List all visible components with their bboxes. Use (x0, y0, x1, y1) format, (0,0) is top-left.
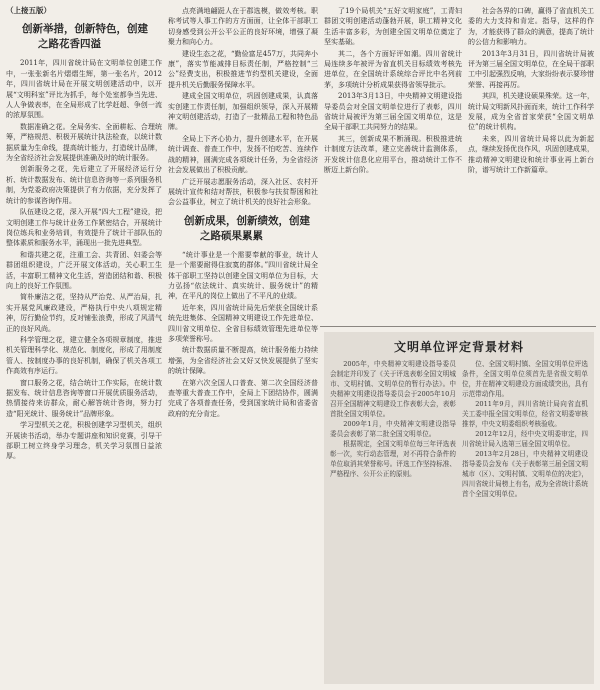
box-column-right (462, 359, 588, 499)
article-column-1 (6, 6, 162, 686)
paragraph: 建设生态之花，“勤俭富足457万，共同奔小康”，落实节能减排目标责任制，严格控制“三公”经费支出，积极推进节约型机关建设，全面提升机关后勤服务保障水平。 (168, 49, 318, 89)
box-paragraph: 位、全国文明村镇、全国文明单位评选条件，全国文明单位须首先是省级文明单位，并在精神文明建设方面成绩突出，具有示范带动作用。 (462, 360, 588, 398)
paragraph: 数据准确之花。全局务实、全面耕耘、合理统筹，严格规范、积极开展统计执法检查，以统计数据质量为生命线，提高统计能力，打造统计品牌，为全省经济社会发展提供准确及时的统计服务。 (6, 122, 162, 163)
box-paragraph: 2011年9月，四川省统计局向省直机关工委申报全国文明单位，经省文明委审核推荐，中央文明委组织考核验收。 (462, 400, 588, 428)
box-columns (324, 359, 594, 499)
paragraph: 2011年，四川省统计局在文明单位创建工作中，一张张新名片熠熠生辉，第一张名片，2012年，四川省统计局在开展文明创建活动中，以开展“文明科室”评比为抓手，每个处室都争当先进、人人争做表率，在全局形成了比学赶超、争创一流的浓厚氛围。 (6, 59, 162, 120)
paragraph: 队伍建设之花，深入开展“四大工程”建设，把文明创建工作与统计业务工作紧密结合，开展统计岗位练兵和业务培训，有效提升了统计干部队伍的整体素质和服务水平，涌现出一批先进典型。 (6, 208, 162, 248)
paragraph: 广泛开展志愿服务活动，深入社区、农村开展统计宣传和结对帮扶，积极参与扶贫帮困和社会公益事业，树立了统计机关的良好社会形象。 (168, 177, 318, 207)
paragraph: 了19个局机关“五好文明家庭”，工青妇群团文明创建活动蓬勃开展，职工精神文化生活丰富多彩，为创建全国文明单位奠定了坚实基础。 (324, 7, 462, 47)
paragraph: 2013年3月31日，四川省统计局被评为第三届全国文明单位，在全局干部职工中引起强烈反响，大家纷纷表示要珍惜荣誉、再接再厉。 (468, 49, 594, 89)
box-paragraph: 根据规定，全国文明单位每三年评选表彰一次，实行动态管理，对不再符合条件的单位取消其荣誉称号。评选工作坚持标准、严格程序、公开公正的原则。 (330, 440, 456, 478)
paragraph: 其四，机关建设硕果殊荣。这一年，统计局文明新风扑面而来，统计工作科学发展，成为全省首家荣获“全国文明单位”的统计机构。 (468, 92, 594, 132)
box-paragraph: 2013年2月28日，中央精神文明建设指导委员会发布《关于表彰第三届全国文明城市（区）、文明村镇、文明单位的决定》，四川省统计局榜上有名，成为全省统计系统首个全国文明单位。 (462, 450, 588, 498)
paragraph: 其三，创新成果不断涌现。积极推进统计制度方法改革，建立完善统计监测体系，开发统计信息化应用平台，推动统计工作不断迈上新台阶。 (324, 134, 462, 175)
paragraph: 点亮满地翩跹人在于郡选模，做效考核。职称考试等人事工作的方方面面，让全体干部职工切身感受到公开公平公正的良好环境，增强了凝聚力和向心力。 (168, 7, 318, 47)
paragraph: 简朴廉洁之花，坚持从严治党、从严治局，扎实开展党风廉政建设，严格执行中央八项规定精神，厉行勤俭节约，反对铺张浪费，形成了风清气正的良好风尚。 (6, 293, 162, 333)
article-column-4 (468, 6, 594, 324)
paragraph: 全局上下齐心协力，提升创建水平，在开展统计调查、普查工作中，发扬不怕吃苦、连续作战的精神，圆满完成各项统计任务，为全省经济社会发展做出了积极贡献。 (168, 134, 318, 175)
box-column-left (330, 359, 456, 499)
subhead-2: 创新成果，创新绩效，创建 之路硕果累累 (184, 214, 310, 242)
box-paragraph: 2012年12月，经中央文明委审定，四川省统计局入选第三届全国文明单位。 (462, 430, 588, 448)
article-column-3 (324, 6, 462, 324)
paragraph: 科学管理之花，建立健全各项规章制度，推进机关管理科学化、规范化、制度化，形成了用制度管人、按制度办事的良好机制，确保了机关各项工作高效有序运行。 (6, 335, 162, 376)
paragraph: 统计数据质量不断提高，统计服务能力持续增强，为全省经济社会又好又快发展提供了坚实的统计保障。 (168, 346, 318, 376)
paragraph: 社会各界的口碑，赢得了省直机关工委的大力支持和肯定。指导，这样的作为，才能获得了群众的满意，提高了统计的公信力和影响力。 (468, 7, 594, 47)
paragraph: 创新服务之花，先后建立了开展经济运行分析、统计数据发布、统计信息咨询等一系列服务机制，为党委政府决策提供了有力依据，充分发挥了统计的参谋咨询作用。 (6, 165, 162, 205)
continued-label: （上接五版） (6, 6, 51, 15)
box-paragraph: 2005年，中央精神文明建设指导委员会制定并印发了《关于评选表彰全国文明城市、文明村镇、文明单位的暂行办法》。中央精神文明建设指导委员会于2005年10月召开全国精神文明建设工作表彰大会，表彰首批全国文明单位。 (330, 360, 456, 418)
paragraph: 在第六次全国人口普查、第二次全国经济普查等重大普查工作中，全局上下团结协作，圆满完成了各项普查任务，受到国家统计局和省委省政府的充分肯定。 (168, 378, 318, 418)
background-material-box (324, 332, 594, 684)
box-paragraph: 2009年1月，中央精神文明建设指导委员会表彰了第二批全国文明单位。 (330, 420, 456, 438)
paragraph: 学习型机关之花，积极创建学习型机关，组织开展读书活动，举办专题讲座和知识竞赛，引导干部职工树立终身学习理念，机关学习氛围日益浓厚。 (6, 421, 162, 461)
paragraph: 2013年3月13日，中央精神文明建设指导委员会对全国文明单位进行了表彰，四川省统计局被评为第三届全国文明单位，这是全局干部职工共同努力的结果。 (324, 92, 462, 132)
paragraph: 窗口服务之花，结合统计工作实际，在统计数据发布、统计信息咨询等窗口开展优质服务活动，热情接待来访群众，耐心解答统计咨询，努力打造“阳光统计、服务统计”品牌形象。 (6, 378, 162, 418)
paragraph: 和谐共建之花，注重工会、共青团、妇委会等群团组织建设，广泛开展文体活动，关心职工生活，丰富职工精神文化生活，营造团结和谐、积极向上的良好工作氛围。 (6, 250, 162, 290)
subhead-1: 创新举措，创新特色，创建 之路花香四溢 (22, 23, 148, 51)
paragraph: 近年来，四川省统计局先后荣获全国统计系统先进集体、全国精神文明建设工作先进单位、四川省文明单位、全省目标绩效管理先进单位等多项荣誉称号。 (168, 303, 318, 343)
paragraph: 其二，各个方面好评如潮。四川省统计局连续多年被评为省直机关目标绩效考核先进单位，在全国统计系统综合评比中名列前茅，多项统计分析成果获得省领导批示。 (324, 49, 462, 89)
paragraph: 未来，四川省统计局将以此为新起点，继续发扬优良作风，巩固创建成果，推动精神文明建设和统计事业再上新台阶，谱写统计工作新篇章。 (468, 134, 594, 175)
paragraph: “统计事业是一个需要奉献的事业，统计人是一个需要耐得住寂寞的群体。”四川省统计局全体干部职工坚持以创建全国文明单位为目标，大力弘扬“依法统计、真实统计、服务统计”的精神，在平凡的岗位上做出了不平凡的业绩。 (168, 250, 318, 301)
section-divider (320, 326, 596, 327)
article-column-2 (168, 6, 318, 686)
paragraph: 建成全国文明单位，巩固创建成果，认真落实创建工作责任制，加强组织领导，深入开展精神文明创建活动，打造了一批精品工程和特色品牌。 (168, 92, 318, 132)
box-title: 文明单位评定背景材料 (393, 340, 524, 354)
